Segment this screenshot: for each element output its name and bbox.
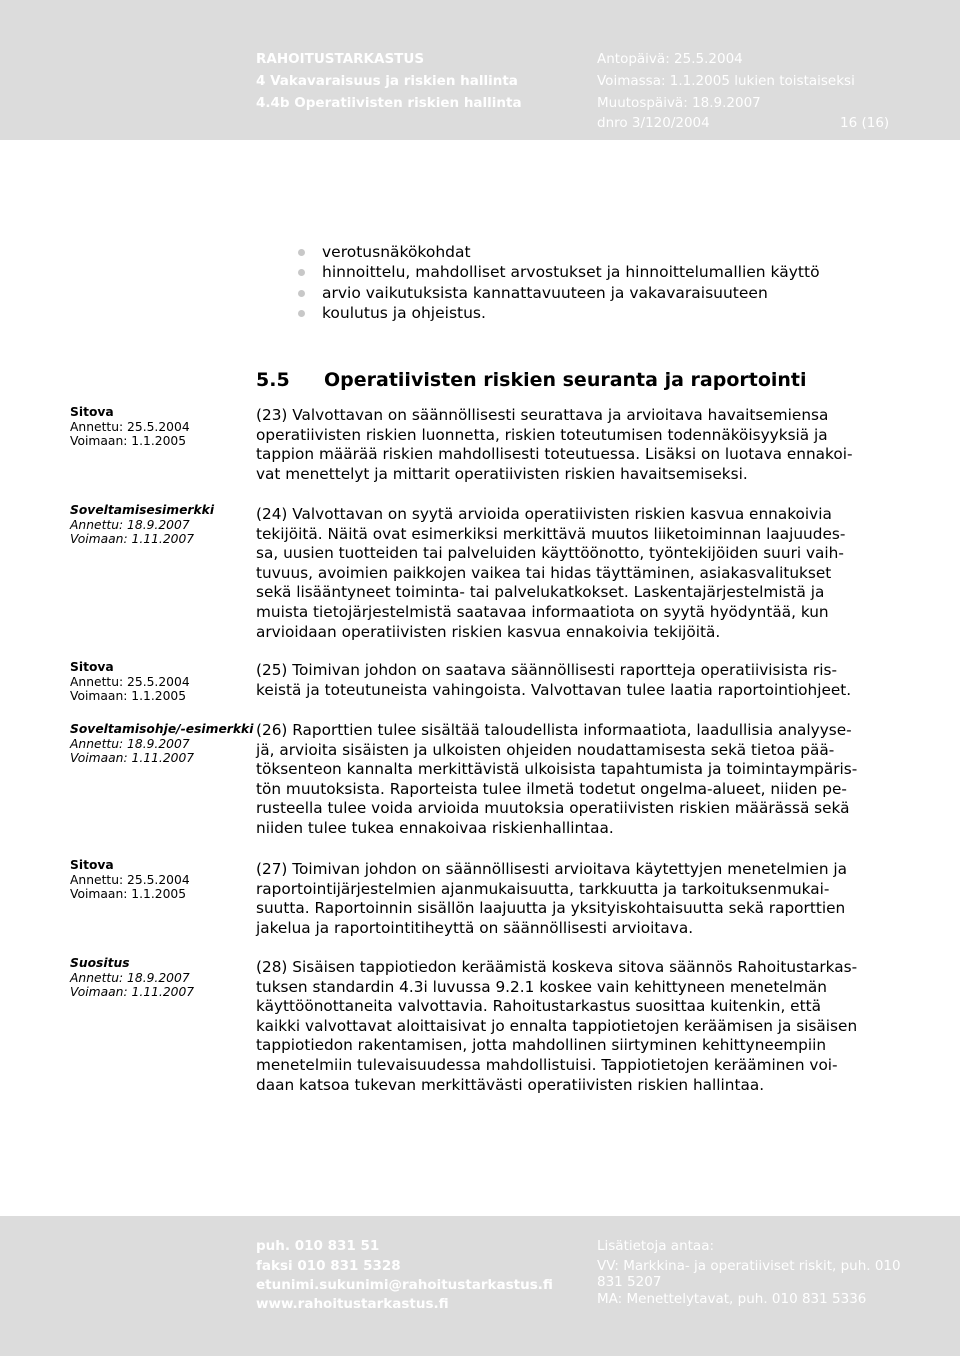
margin-note bbox=[70, 660, 190, 704]
chapter-title: 4 Vakavaraisuus ja riskien hallinta bbox=[256, 73, 518, 89]
paragraph-25: (25) Toimivan johdon on saatava säännöllisesti raportteja operatiivisista ris- keistä ja toteutuneista vahingoista. Valvottavan tulee laatia raportointiohjeet. bbox=[256, 661, 852, 699]
section-title: Operatiivisten riskien seuranta ja raportointi bbox=[324, 369, 807, 391]
bullet-icon bbox=[298, 290, 305, 297]
footer-info-line: VV: Markkina- ja operatiiviset riskit, puh. 010 bbox=[597, 1258, 901, 1274]
paragraph-27: (27) Toimivan johdon on säännöllisesti arvioitava käytettyjen menetelmien ja raportointijärjestelmien ajanmukaisuutta, tarkkuutta ja tarkoituksenmukai- suutta. Raportoinnin sisällön laajuutta ja yksityiskohtaisuutta sekä raporttien jakelua ja raportointitiheyttä on säännöllisesti arvioitava. bbox=[256, 860, 848, 937]
paragraph-24: (24) Valvottavan on syytä arvioida operatiivisten riskien kasvua ennakoivia tekijöitä. Näitä ovat esimerkiksi merkittävä muutos liiketoiminnan laajuudes- sa, uusien tuotteiden tai palveluiden käyttöönotto, työntekijöiden suuri vaih- tuvuus, avoimien paikkojen vaikea tai hidas täyttäminen, asiakasvalitukset sekä lisääntyneet toiminta- tai palvelukatkokset. Laskentajärjestelmistä ja muista tietojärjestelmistä saatavaa informaatiota on syytä hyödyntää, kun arvioidaan operatiivisten riskien kasvua ennakoivia tekijöitä. bbox=[256, 505, 846, 641]
list-item: hinnoittelu, mahdolliset arvostukset ja hinnoittelumallien käyttö bbox=[298, 262, 820, 282]
note-effective: Voimaan: 1.1.2005 bbox=[70, 887, 187, 902]
note-effective: Voimaan: 1.11.2007 bbox=[70, 985, 195, 1000]
footer-email: etunimi.sukunimi@rahoitustarkastus.fi bbox=[256, 1277, 553, 1293]
paragraph-26: (26) Raporttien tulee sisältää taloudellista informaatiota, laadullisia analyyse- jä, arvioita sisäisten ja ulkoisten ohjeiden noudattamisesta sekä tietoa pää- töksenteon kannalta merkittävistä ulkoisista tapahtumista ja toimintaympäris- tön muutoksista. Raporteista tulee ilmetä todetut ongelma-alueet, niiden pe- rusteella tulee voida arvioida muutoksia operatiivisten riskien määrässä sekä niiden tulee tukea ennakoivaa riskienhallintaa. bbox=[256, 721, 858, 837]
note-effective: Voimaan: 1.11.2007 bbox=[70, 751, 195, 766]
list-item: koulutus ja ohjeistus. bbox=[298, 303, 820, 323]
bullet-list bbox=[298, 242, 820, 323]
bullet-icon bbox=[298, 310, 305, 317]
paragraph-28: (28) Sisäisen tappiotiedon keräämistä koskeva sitova säännös Rahoitustarkas- tuksen standardin 4.3i luvussa 9.2.1 koskee vain kehittyneen menetelmän käyttöönottaneita valvottavia. Rahoitustarkastus suosittaa kuitenkin, että kaikki valvottavat aloittaisivat jo ennalta tappiotietojen keräämisen ja sisäisen tappiotiedon rakentamisen, jotta mahdollinen siirtyminen kehittyneempiin menetelmiin tulevaisuudessa mahdollistuisi. Tappiotietojen kerääminen voi- daan katsoa tukevan merkittävästi operatiivisten riskien hallintaa. bbox=[256, 958, 858, 1094]
issued-date: Antopäivä: 25.5.2004 bbox=[597, 51, 743, 67]
org-name: RAHOITUSTARKASTUS bbox=[256, 51, 425, 67]
footer-website: www.rahoitustarkastus.fi bbox=[256, 1296, 449, 1312]
list-item: verotusnäkökohdat bbox=[298, 242, 820, 262]
note-label: Suositus bbox=[70, 956, 130, 970]
footer-fax: faksi 010 831 5328 bbox=[256, 1258, 401, 1274]
note-issued: Annettu: 25.5.2004 bbox=[70, 674, 190, 689]
page-footer bbox=[0, 1216, 960, 1356]
bullet-icon bbox=[298, 269, 305, 276]
note-issued: Annettu: 18.9.2007 bbox=[70, 736, 190, 751]
margin-note bbox=[70, 503, 214, 547]
footer-info-title: Lisätietoja antaa: bbox=[597, 1238, 715, 1254]
note-label: Sitova bbox=[70, 858, 114, 872]
in-force-date: Voimassa: 1.1.2005 lukien toistaiseksi bbox=[597, 73, 855, 89]
note-issued: Annettu: 18.9.2007 bbox=[70, 517, 190, 532]
footer-phone: puh. 010 831 51 bbox=[256, 1238, 380, 1254]
note-label: Soveltamisesimerkki bbox=[70, 503, 215, 517]
footer-info-line: MA: Menettelytavat, puh. 010 831 5336 bbox=[597, 1291, 867, 1307]
section-number: 5.5 bbox=[256, 369, 290, 391]
page-header bbox=[0, 0, 960, 140]
margin-note bbox=[70, 858, 190, 902]
page-number: 16 (16) bbox=[840, 115, 890, 131]
bullet-icon bbox=[298, 249, 305, 256]
margin-note bbox=[70, 956, 194, 1000]
margin-note bbox=[70, 722, 253, 766]
note-label: Sitova bbox=[70, 405, 114, 419]
note-effective: Voimaan: 1.1.2005 bbox=[70, 689, 187, 704]
note-effective: Voimaan: 1.11.2007 bbox=[70, 532, 195, 547]
subchapter-title: 4.4b Operatiivisten riskien hallinta bbox=[256, 95, 522, 111]
note-label: Soveltamisohje/-esimerkki bbox=[70, 722, 254, 736]
note-issued: Annettu: 25.5.2004 bbox=[70, 419, 190, 434]
note-label: Sitova bbox=[70, 660, 114, 674]
section-heading bbox=[256, 369, 807, 391]
margin-note bbox=[70, 405, 190, 449]
note-issued: Annettu: 18.9.2007 bbox=[70, 970, 190, 985]
footer-info-line: 831 5207 bbox=[597, 1274, 662, 1290]
modified-date: Muutospäivä: 18.9.2007 bbox=[597, 95, 761, 111]
note-effective: Voimaan: 1.1.2005 bbox=[70, 434, 187, 449]
paragraph-23: (23) Valvottavan on säännöllisesti seurattava ja arvioitava havaitsemiensa operatiivisten riskien luonnetta, riskien toteutumisen todennäköisyyksiä ja tappion määrää riskien mahdollisesti toteutuessa. Lisäksi on luotava ennakoi- vat menettelyt ja mittarit operatiivisten riskien havaitsemiseksi. bbox=[256, 406, 853, 483]
document-number: dnro 3/120/2004 bbox=[597, 115, 710, 131]
note-issued: Annettu: 25.5.2004 bbox=[70, 872, 190, 887]
list-item: arvio vaikutuksista kannattavuuteen ja vakavaraisuuteen bbox=[298, 283, 820, 303]
